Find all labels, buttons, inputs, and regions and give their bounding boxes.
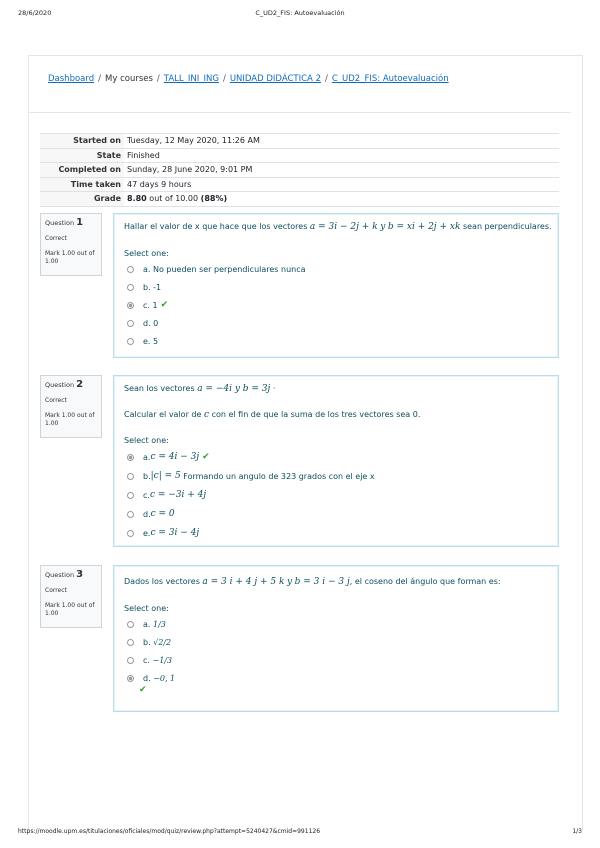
print-header — [18, 9, 582, 19]
summary-value: 47 days 9 hours — [124, 177, 559, 192]
breadcrumb-quiz[interactable]: C_UD2_FIS: Autoevaluación — [331, 74, 449, 84]
radio-icon[interactable] — [127, 338, 134, 345]
answer-option[interactable]: c. −1/3 — [127, 653, 172, 667]
breadcrumb — [48, 74, 449, 84]
answer-option[interactable]: c. c = −3i + 4j — [127, 488, 206, 502]
radio-icon[interactable] — [127, 511, 134, 518]
summary-row — [40, 177, 559, 192]
attempt-summary-table — [40, 133, 559, 207]
answer-option-selected[interactable]: a. c = 4i − 3j ✔ — [127, 450, 210, 464]
grade-value — [124, 192, 559, 207]
question-number: Question 2 — [45, 379, 84, 390]
answer-option[interactable]: d. 0 — [127, 316, 158, 330]
summary-label: Time taken — [40, 177, 124, 192]
formula-b: b = 3 i − 3 j — [294, 577, 350, 587]
formula-b: b = xi + 2j + xk — [387, 222, 461, 232]
question-number: Question 1 — [45, 217, 84, 228]
breadcrumb-separator: / — [324, 74, 328, 84]
question-3-content — [113, 565, 559, 712]
select-one-label: Select one: — [124, 604, 169, 613]
question-text: Sean los vectores a = −4i y b = 3j · — [124, 384, 276, 394]
radio-icon[interactable] — [127, 492, 134, 499]
summary-label: Started on — [40, 134, 124, 149]
summary-label: State — [40, 148, 124, 163]
summary-row — [40, 134, 559, 149]
formula-a: a = 3 i + 4 j + 5 k — [202, 577, 285, 587]
breadcrumb-dashboard[interactable]: Dashboard — [48, 74, 95, 84]
summary-value: Finished — [124, 148, 559, 163]
answer-option-selected[interactable]: d. −0, 1 — [127, 671, 175, 685]
radio-icon[interactable] — [127, 621, 134, 628]
print-page-number: 1/3 — [572, 828, 582, 835]
summary-row-grade — [40, 192, 559, 207]
breadcrumb-separator: / — [222, 74, 226, 84]
answer-option[interactable]: e. 5 — [127, 334, 158, 348]
print-url: https://moodle.upm.es/titulaciones/oficiales/mod/quiz/review.php?attempt=5240427&cmid=991126 — [18, 828, 321, 835]
answer-option-selected[interactable]: c. 1 ✔ — [127, 298, 168, 312]
breadcrumb-my-courses: My courses — [105, 74, 153, 84]
breadcrumb-separator: / — [98, 74, 101, 84]
summary-label: Completed on — [40, 163, 124, 178]
radio-icon[interactable] — [127, 302, 134, 309]
radio-icon[interactable] — [127, 657, 134, 664]
summary-value: Tuesday, 12 May 2020, 11:26 AM — [124, 134, 559, 149]
formula-a: a = 3i − 2j + k — [309, 222, 378, 232]
breadcrumb-course[interactable]: TALL_INI_ING — [163, 74, 219, 84]
answer-option[interactable]: b. √2/2 — [127, 635, 171, 649]
answer-option[interactable]: b. |c| = 5 Formando un angulo de 323 grados con el eje x — [127, 469, 375, 483]
question-text: Calcular el valor de c con el fin de que la suma de los tres vectores sea 0. — [124, 410, 421, 420]
answer-option[interactable]: b. -1 — [127, 280, 161, 294]
check-icon: ✔ — [202, 452, 210, 462]
breadcrumb-container — [29, 56, 571, 113]
check-icon: ✔ — [160, 300, 169, 310]
check-icon: ✔ — [139, 685, 147, 695]
summary-label: Grade — [40, 192, 124, 207]
grade-out-of: out of 10.00 — [149, 194, 199, 204]
answer-option[interactable]: a. 1/3 — [127, 617, 166, 631]
radio-icon[interactable] — [127, 454, 134, 461]
print-footer — [18, 828, 582, 838]
breadcrumb-section[interactable]: UNIDAD DIDÁCTICA 2 — [229, 74, 321, 84]
question-mark: Mark 1.00 out of 1.00 — [45, 412, 95, 428]
question-2-content — [113, 375, 559, 547]
summary-value: Sunday, 28 June 2020, 9:01 PM — [124, 163, 559, 178]
question-1-content — [113, 213, 559, 358]
select-one-label: Select one: — [124, 249, 169, 258]
radio-icon[interactable] — [127, 530, 134, 537]
radio-icon[interactable] — [127, 639, 134, 646]
question-1-info — [40, 213, 102, 276]
question-text: Hallar el valor de x que hace que los vectores a = 3i − 2j + k y b = xi + 2j + xk sean perpendiculares. — [124, 222, 552, 232]
question-2-info — [40, 375, 102, 438]
summary-row — [40, 148, 559, 163]
print-title: C_UD2_FIS: Autoevaluación — [255, 9, 345, 17]
question-state: Correct — [45, 235, 67, 242]
answer-option[interactable]: e. c = 3i − 4j — [127, 526, 199, 540]
radio-icon[interactable] — [127, 284, 134, 291]
breadcrumb-separator: / — [156, 74, 160, 84]
question-number: Question 3 — [45, 569, 84, 580]
print-date: 28/6/2020 — [18, 9, 52, 17]
grade-score: 8.80 — [127, 194, 147, 204]
question-mark: Mark 1.00 out of 1.00 — [45, 250, 95, 266]
question-state: Correct — [45, 397, 67, 404]
question-mark: Mark 1.00 out of 1.00 — [45, 602, 95, 618]
question-state: Correct — [45, 587, 67, 594]
question-3-info — [40, 565, 102, 628]
formula-conjunction: y — [287, 577, 293, 587]
summary-row — [40, 163, 559, 178]
radio-icon[interactable] — [127, 473, 134, 480]
answer-option[interactable]: a. No pueden ser perpendiculares nunca — [127, 262, 306, 276]
formula-vectors: a = −4i y b = 3j — [197, 384, 271, 394]
question-text: Dados los vectores a = 3 i + 4 j + 5 k y b = 3 i − 3 j, el coseno del ángulo que forman es: — [124, 577, 501, 587]
radio-icon[interactable] — [127, 320, 134, 327]
grade-percent: (88%) — [200, 194, 228, 204]
select-one-label: Select one: — [124, 436, 169, 445]
formula-conjunction: y — [380, 222, 386, 232]
formula-c: c — [203, 410, 210, 420]
radio-icon[interactable] — [127, 266, 134, 273]
answer-option[interactable]: d. c = 0 — [127, 507, 175, 521]
radio-icon[interactable] — [127, 675, 134, 682]
